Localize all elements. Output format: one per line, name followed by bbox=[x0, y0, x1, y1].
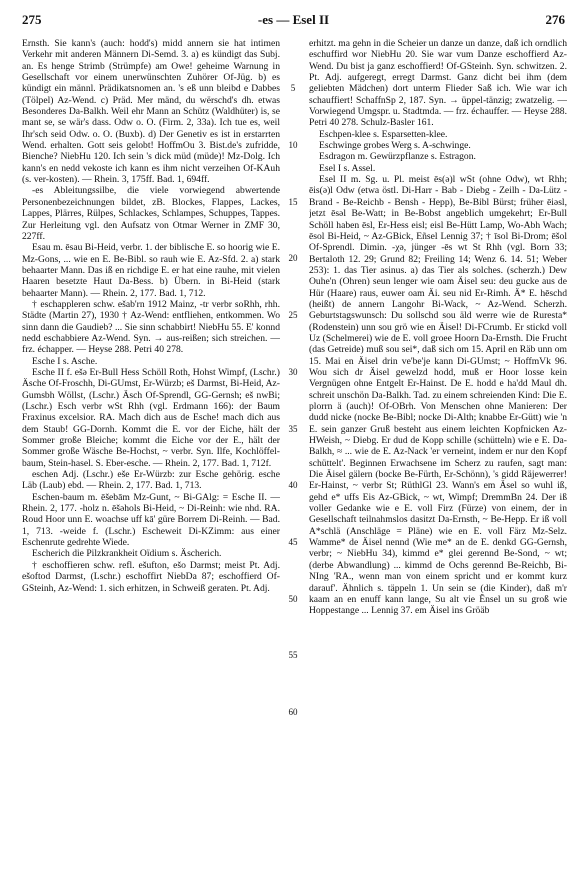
line-number: 35 bbox=[288, 423, 298, 434]
left-column bbox=[22, 38, 280, 866]
dictionary-entry: Eschen-baum m. ēšebām Mz-Gunt, ~ Bi-GAlg: = Esche II. — Rhein. 2, 177. -holz n. ēšəhols Bi-Heid, ~ Di-Reinh: wie nhd. RA. Roud Hoor unn E. woachse uff kā' güre Borrem Di-Reinh. — Bad. 1, 713. -weide f. (Lschr.) Escheweit Di-KZimm: aus einer Eschenrute gedrehte Wiede. bbox=[22, 491, 280, 549]
right-page-number: 276 bbox=[545, 12, 565, 27]
page-header bbox=[22, 12, 565, 30]
dictionary-entry: Esel I s. Assel. bbox=[319, 162, 376, 174]
dictionary-entry: † eschappleren schw. ešab'rn 1912 Mainz, -tr verbr soRhh, rhh. Städte (Martin 27), 1930 † Az-Wend: entfliehen, entkommen. Wo sinn dann die Gaudieb? ... Sie sinn schabbirt! NiebHu 55. E' konnd nedd eschabbiere Az-Wend. Syn. → aus-reißen; sich streichen. — frz. échapper. — Heyse 288. Petri 40 278. bbox=[22, 298, 280, 356]
line-number: 60 bbox=[288, 707, 298, 718]
line-number: 40 bbox=[288, 480, 298, 491]
line-number-gutter bbox=[282, 38, 304, 866]
dictionary-entry: Esau m. ēsau Bi-Heid, verbr. 1. der biblische E. so hoorig wie E. Mz-Gons, ... wie en E. Be-Bibl. so rauh wie E. Az-Sfd. 2. a) stark behaarter Mann. Das iß en richdige E. er hat eine rauhe, mit vielen Haaren besetzte Haut Da-Bess. b) Übern. in Bi-Heid (stark behaarter Mann). — Rhein. 2, 177. Bad. 1, 712. bbox=[22, 242, 280, 299]
line-number: 15 bbox=[288, 196, 298, 207]
dictionary-entry: Esel II m. Sg. u. Pl. meist ēs(ə)l wSt (ohne Odw), wt Rhh; ēis(ə)l Odw (etwa östl. Di-Harr - Bab - Diebg - Zeilh - Da-Lütz - Brand - Be-Reichb - Bensh - Hepp), Be-Bibl Bürst; früher ēiəsl, jetzt ēsəl Be-Watt; in Be-Bobst angeblich umgekehrt; Er-Bull Schöll haben ēsl, Er-Hess eisl; eisl Be-Hütt Lamp, Wo-Abh Wach; ēsol Bi-Heid, ~ Az-GBick, Eñsel Lennig 37; † īsol Bi-Drom; ēšol Of-Sprendl. Dimin. -χə, jünger -ēs wt St Rhh (vgl. Born 33; Bertaloth 12. 29; Grund 82; Freiling 14; Wenz 6. 14. 51; Weber 253): 1. das Tier asinus. a) das Tier als solches. (scherzh.) Dew Ouhe'n (Ohren) seun lenger wie oam Äisel seu: deu gucke aus de Hür (Haare) raus, euwer oam Äi. seu nid Er-Rimh. Ä* E. hēschd (heißt) de annern Langohr Bi-Wack, ~ Az-Wend. Scherzh. Geburtstagswunsch: Du sollschd sou äld werre wie de Ruresta* (Rodenstein) unn sou grö wie en Äisel! Di-FCrumb. Er stickd voll Uz (Schelmerei) wie de E. voll groee Hoorn Da-Ernsth. Die Frucht (das Getreide) muß sou sei*, daß sich om 15. April en Räb unn om 15. Mai en Äisel drin ve'be'je kann Di-GUmst; ~ HoffmVk 96. Wou sich dr Äisel gewelzd hodd, muß er Hoor losse kein Vergnügen ohne Entgelt Er-Hainst. De E. hodd e ha'dd Maul dh. schreit unschön Da-Balkh. Tad. zu einem schreienden Kind: Die E. plorrn ä (auch)! Of-OBrh. Von Menschen ohne Manieren: Der dudd nicke (nocke Be-Bibl; nocke Di-Alth; knabbe Er-Gütt) wie 'n E. sein ganzer Gruß besteht aus einem leichten Kopfnicken Az-HWeish, ~ Diebg. Er dud de Kopp schille (schütteln) wie e E. Da-Balkh, ≈ ... wie de E. Az-Nack 'er verneint, indem er nur den Kopf schüttelt'. Beginnen Erwachsene im Scherz zu raufen, sagt man: Die Äisel gälern (bocke Be-Fürth, Er-Schönn), 's gidd Räjewerrer! Er-Hainst, ~ verbr St; RüthlGl 23. Wann's em Äsel so wuhl iß, gehd e* uffs Eis Az-GBick, ~ wt, Wimpf; DremmBn 24. Der iß voller Gedanke wie e E. voll Firz (Fürze) von einem, der in Gesellschaft teilnahmslos dasitzt Da-Ernsth, ~ Be-Hepp. Er iß voll A*schlä (Anschläge = Pläne) wie en E. voll Färz Mz-Selz. Wamme* de Äisel nennd (Wie me* an de E. denkd GG-Gernsh, verbr; ~ NiebHu 34), kimmd e* glei gerennd Be-Sond, ~ wt; (derbe Abwandlung) ... kimmd de Ochs gerennd Be-Reichb, Bi-NIng 'RA., wenn man von einem spricht und er kommt kurz darauf'. Ähnlich s. täppeln 1. Un sein se (die Kinder), daß m'r kaam an en enuff kann lange, Su alt vie Ĕnsel un su groß wie Hoppestange ... Lennig 37. em Äisel ins Gröäb bbox=[309, 174, 567, 617]
line-number: 10 bbox=[288, 140, 298, 151]
dictionary-entry: Esche II f. ešə Er-Bull Hess Schöll Roth, Hohst Wimpf, (Lschr.) Äsche Of-Froschh, Di-GUmst, Er-Würzb; eš Darmst, Bi-Heid, Az-Gumsbh Wöllst, (Lschr.) Äsch Of-Sprendl, GG-Gernsh; eš nwBi; (Lschr.) Esch verbr wSt Rhh (vgl. Erdmann 166): der Baum Fraxinus excelsior. RA. Mach dich aus de Esche! mach dich aus dem Staub! GG-Dornh. Kommt die E. vor der Eiche, hält der Sommer große Bleiche; kommt die Eiche vor der E., hält der Sommer große Wäsche Be-Hochst, ~ verbr. Syn. Ilfe, Kochlöffel-baum, Stein-hasel. S. Eber-esche. — Rhein. 2, 177. Bad. 1, 712f. bbox=[22, 366, 280, 469]
dictionary-entry: Eschwinge grobes Werg s. A-schwinge. bbox=[319, 140, 471, 152]
dictionary-entry: Esche I s. Asche. bbox=[32, 355, 98, 367]
dictionary-entry: eschen Adj. (Lschr.) eše Er-Würzb: zur Esche gehörig. esche Läb (Laub) ebd. — Rhein. 2, 177. Bad. 1, 713. bbox=[22, 469, 280, 492]
dictionary-entry: Ernsth. Sie kann's (auch: hodd's) midd annern sie hat intimen Verkehr mit anderen Männern Di-Semd. 3. a) es kündigt das Subj. an. Es henge Strimb (Strümpfe) am Owe! geheime Warnung in Gesellschaft vor einem unerwünschten Zuhörer Of-Jüg. b) es kündigt ein männl. Prädikatsnomen an. 's eß unn bleibd e Dabbes (Tölpel) Az-Wend. c) Präd. Mer mänd, du wërschd's dh. etwas Besonderes Da-Balkh. Weil ehr Mann an Schütz (Waldhüter) is, se mant se, se wär's dass. Odw o. O. (Firm. 2, 33a). Ich tue es, weil Ihr'sch seid Odw. o. O. (Buxb). d) Der Genetiv es ist in erstarrten Wend. erhalten. Gott seis gelobt! HoffmOu 3. Bist.de's zufridde, Bienche? NiebHu 120. Ich sein 's dick müd (müde)! Mz-Dolg. Ich kann's en nedd vekoste ich kann es ihm nicht verzeihen Of-KAuh (s. ver-kosten). — Rhein. 3, 175ff. Bad. 1, 694ff. bbox=[22, 38, 280, 186]
dictionary-entry: Esdragon m. Gewürzpflanze s. Estragon. bbox=[319, 151, 476, 163]
line-number: 5 bbox=[290, 83, 296, 94]
dictionary-entry: Escherich die Pilzkrankheit Oïdium s. Äscherich. bbox=[32, 548, 222, 560]
right-column bbox=[309, 38, 567, 866]
line-number: 30 bbox=[288, 366, 298, 377]
line-number: 45 bbox=[288, 536, 298, 547]
dictionary-entry: Eschpen-klee s. Esparsetten-klee. bbox=[319, 128, 448, 140]
line-number: 50 bbox=[288, 593, 298, 604]
dictionary-entry: -es Ableitungssilbe, die viele vorwiegend abwertende Personenbezeichnungen bildet, zB. Blockes, Flappes, Lackes, Lappes, Plärres, Rülpes, Schlackes, Schlampes, Schuppes, Tappes. Zur Herleitung vgl. den Aufsatz von Otmar Werner in ZMF 30, 227ff. bbox=[22, 185, 280, 242]
line-number: 25 bbox=[288, 310, 298, 321]
left-page-number: 275 bbox=[22, 12, 42, 27]
dictionary-entry: erhitzt. ma gehn in die Scheier un danze un danze, daß ich orndlich eschuffird wor NiebHu 20. Sie war vum Danze eschoffierd Az-Wend. Du bist ja ganz eschoffierd! Of-GSteinh. Syn. schwitzen. 2. Pt. Adj. aufgeregt, erregt Darmst. Ganz dicht bei ihm (dem geliebten Mädchen) dort unterm Flieder Saß ich. Wie war ich schauffiert! SchaffnSp 2, 187. Syn. → üppel-tänzig; zwatzelig. — Vorwiegend Umgspr. u. Stadtmda. — frz. échauffer. — Heyse 288. Petri 40 278. Schulz-Basler 161. bbox=[309, 38, 567, 129]
line-number: 55 bbox=[288, 650, 298, 661]
line-number: 20 bbox=[288, 253, 298, 264]
running-head: -es — Esel II bbox=[257, 12, 330, 27]
dictionary-entry: † eschoffieren schw. refl. ešufton, ešo Darmst; meist Pt. Adj. ešoftod Darmst, (Lschr.) eschoffirt NiebDa 87; eschoffierd Of-GSteinh, Az-Wend: 1. sich erhitzen, in Schweiß geraten. Pt. Adj. bbox=[22, 559, 280, 594]
